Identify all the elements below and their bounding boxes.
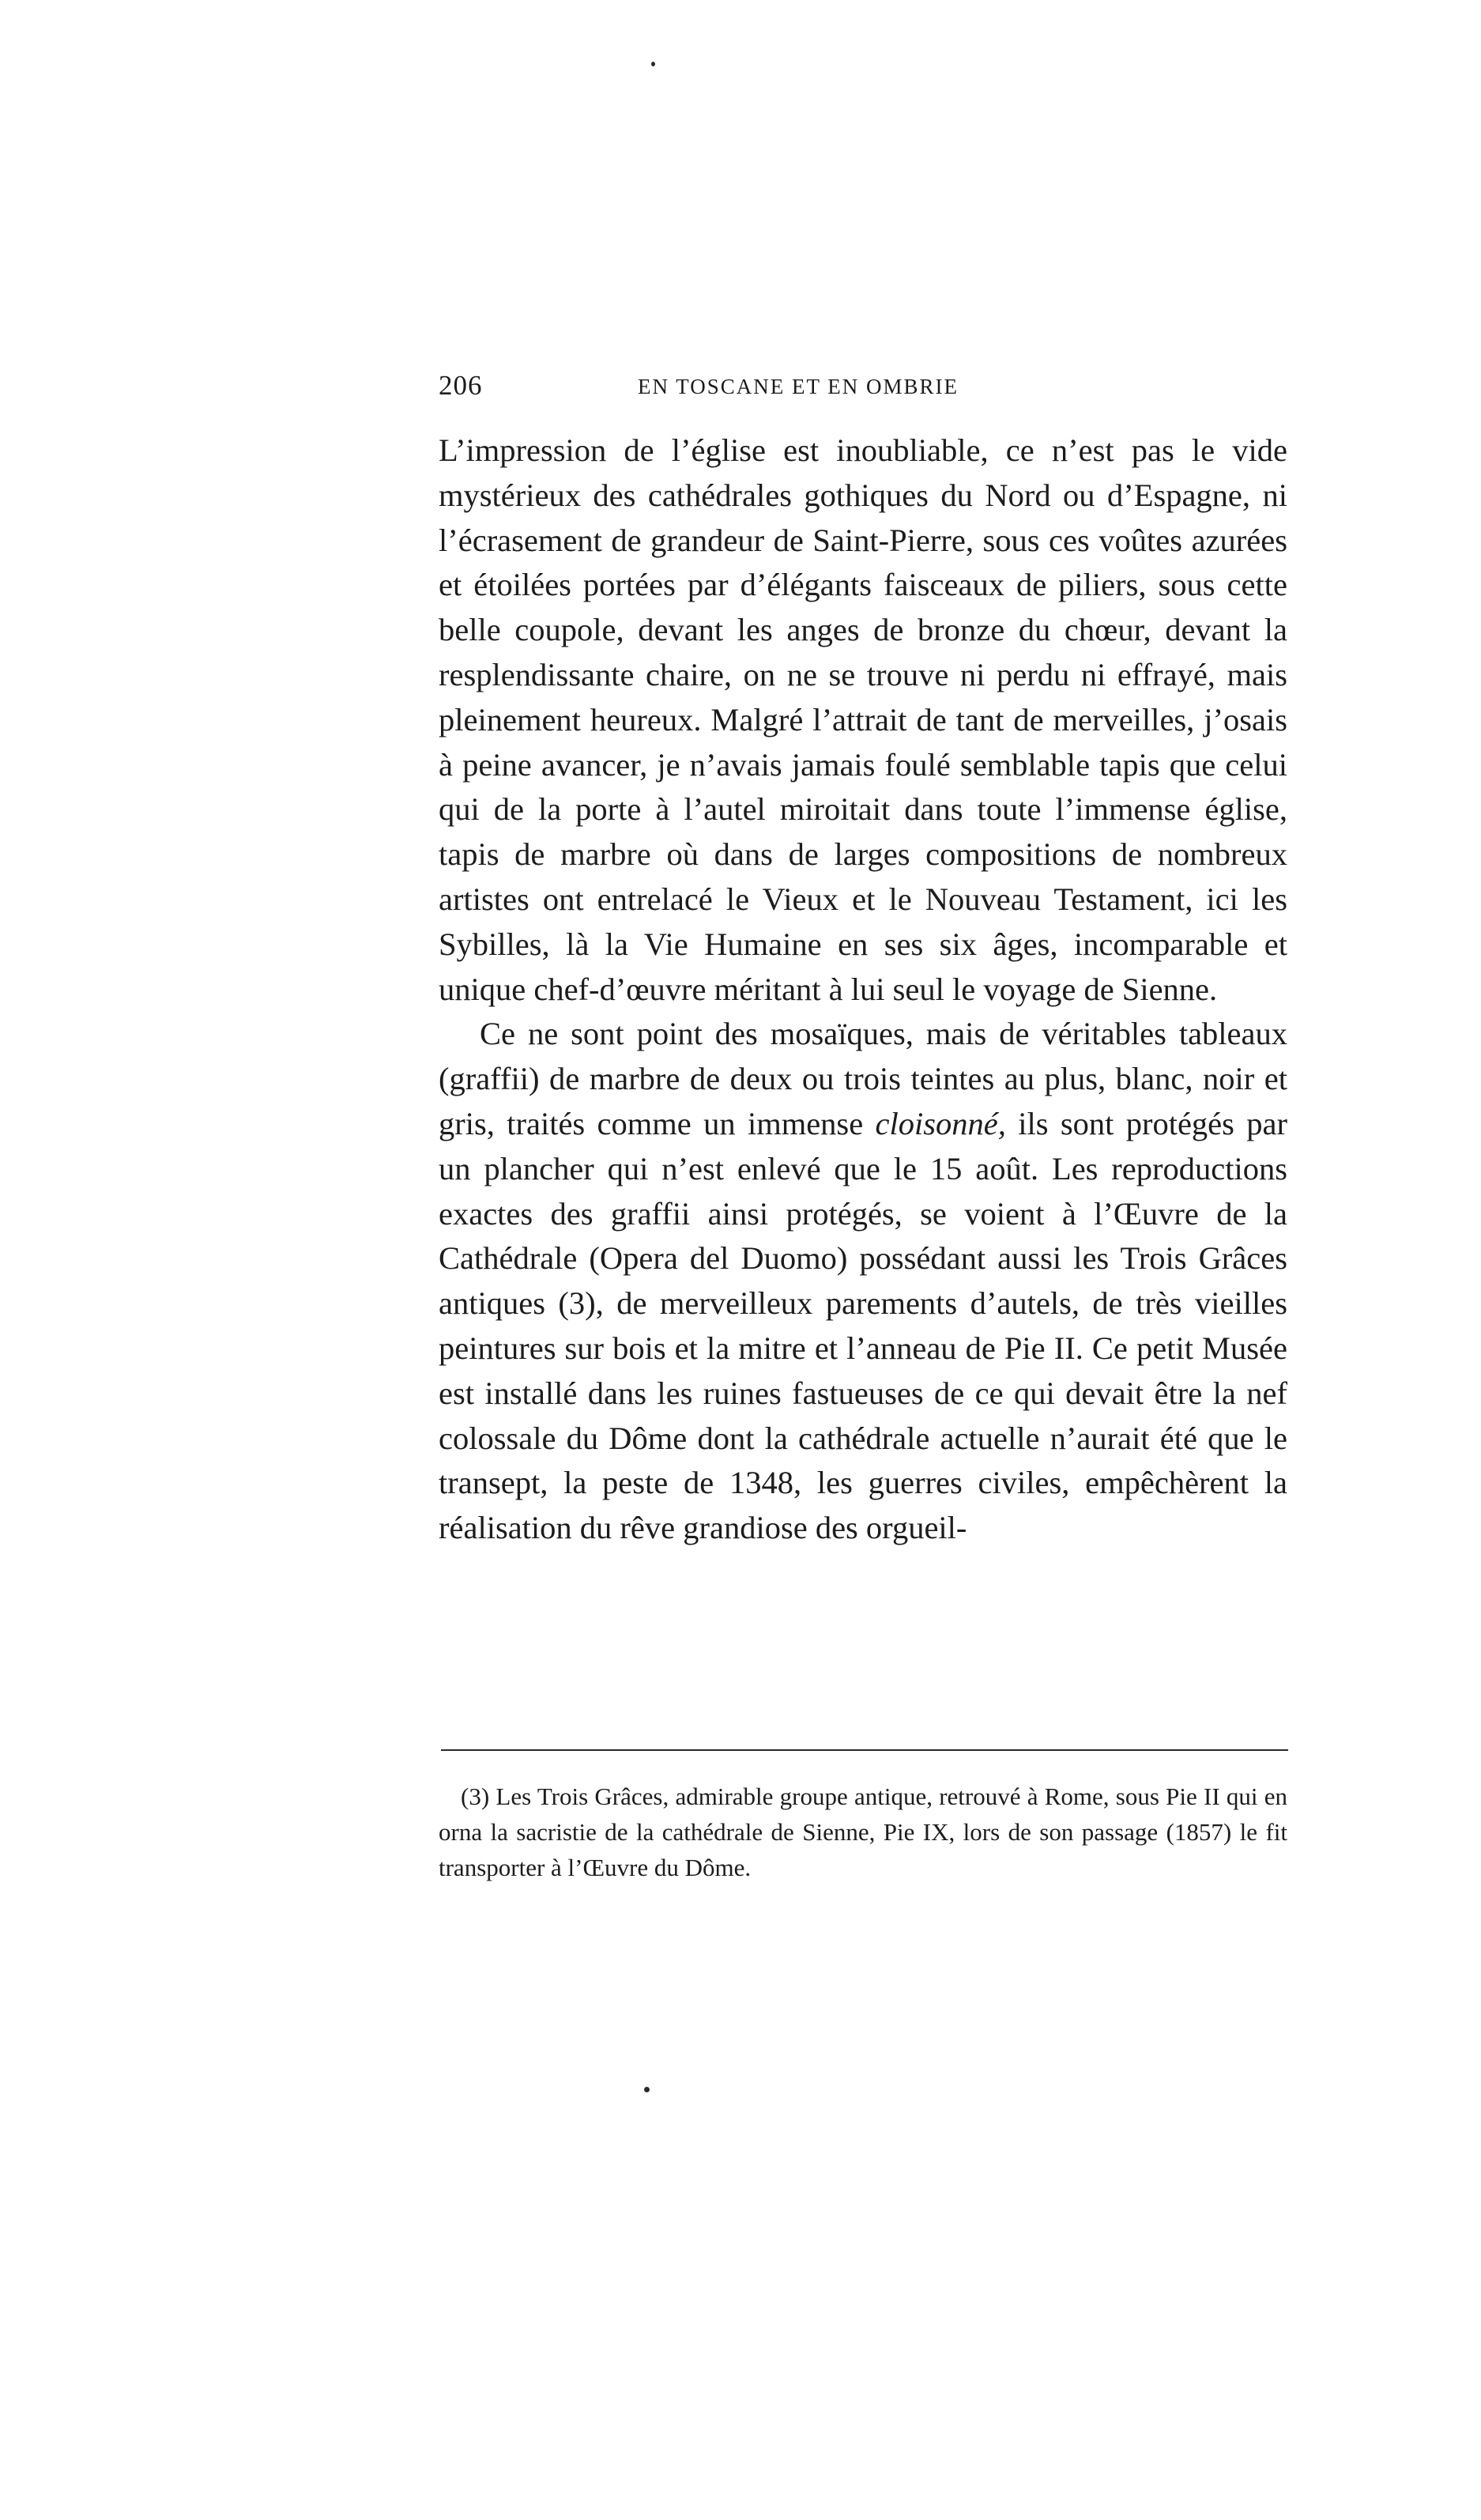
paragraph-2 <box>439 1012 1287 1551</box>
ink-speck-top <box>651 62 655 66</box>
footnote-3: (3) Les Trois Grâces, admirable groupe antique, retrouvé à Rome, sous Pie II qui en orna la sacristie de la cathédrale de Sienne, Pie IX, lors de son passage (1857) le fit transporter à l’Œuvre du Dôme. <box>439 1782 1287 1881</box>
page-number: 206 <box>439 370 483 401</box>
paragraph-2-end: ils sont protégés par un plancher qui n’est enlevé que le 15 août. Les reproductions exactes des graffii ainsi protégés, se voient à l’Œuvre de la Cathédrale (Opera del Duomo) possédant aussi les Trois Grâces antiques (3), de merveilleux parements d’autels, de très vieilles peintures sur bois et la mitre et l’anneau de Pie II. Ce petit Musée est installé dans les ruines fastueuses de ce qui devait être la nef colossale du Dôme dont la cathédrale actuelle n’aurait été que le transept, la peste de 1348, les guerres civiles, empêchèrent la réalisation du rêve grandiose des orgueil- <box>439 1105 1287 1546</box>
paragraph-1: L’impression de l’église est inoubliable, ce n’est pas le vide mystérieux des cathédrales gothiques du Nord ou d’Espagne, ni l’écrasement de grandeur de Saint-Pierre, sous ces voûtes azurées et étoilées portées par d’élégants faisceaux de piliers, sous cette belle coupole, devant les anges de bronze du chœur, devant la resplendissante chaire, on ne se trouve ni perdu ni effrayé, mais pleinement heureux. Malgré l’attrait de tant de merveilles, j’osais à peine avancer, je n’avais jamais foulé semblable tapis que celui qui de la porte à l’autel miroitait dans toute l’immense église, tapis de marbre où dans de larges compositions de nombreux artistes ont entrelacé le Vieux et le Nouveau Testament, ici les Sybilles, là la Vie Humaine en ses six âges, incomparable et unique chef-d’œuvre méritant à lui seul le voyage de Sienne. <box>439 432 1287 1007</box>
running-head-title: EN TOSCANE ET EN OMBRIE <box>638 375 959 398</box>
running-head <box>439 370 1055 409</box>
paragraph-2-italic-term: cloisonné, <box>875 1105 1006 1141</box>
footnote-divider <box>441 1749 1288 1751</box>
paragraph-2-start: Ce ne sont point des mosaïques, mais de véritables tableaux (graffii) de marbre de deux ou trois teintes au plus, blanc, noir et gris, traités comme un immense <box>439 1016 1287 1141</box>
ink-speck-bottom <box>644 2087 650 2092</box>
main-text <box>439 428 1287 1551</box>
